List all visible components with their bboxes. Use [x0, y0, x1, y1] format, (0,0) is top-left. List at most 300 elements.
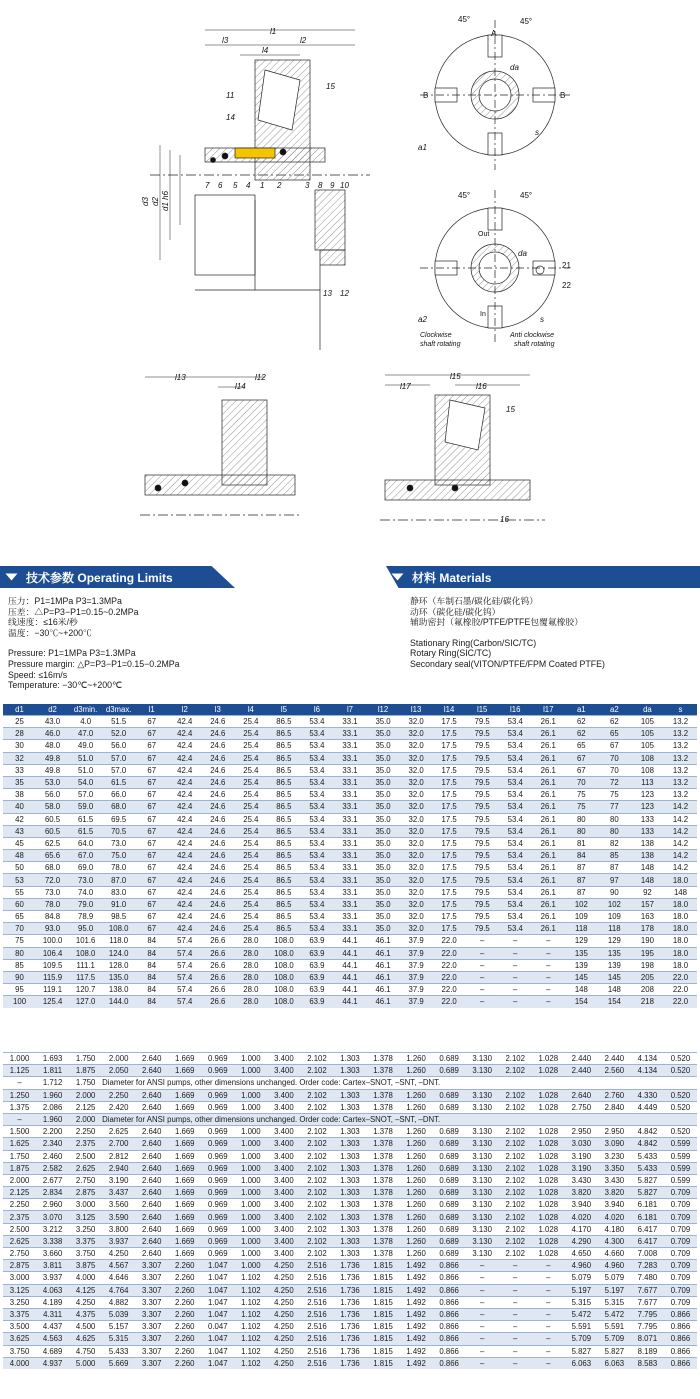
table-cell: 42.4	[168, 898, 201, 910]
table-cell: 1.875	[3, 1162, 36, 1174]
table-cell: 163	[631, 911, 664, 923]
table-cell: 1.815	[367, 1357, 400, 1369]
table-cell: 1.669	[168, 1187, 201, 1199]
table-cell: 138	[631, 837, 664, 849]
table-cell: 4.250	[267, 1284, 300, 1296]
spec-line: Speed: ≤16m/s	[8, 669, 68, 680]
table-cell: 38	[3, 789, 36, 801]
table-cell: –	[466, 971, 499, 983]
table-cell: 3.307	[135, 1260, 168, 1272]
table-cell: 25.4	[234, 776, 267, 788]
table-cell: 50	[3, 862, 36, 874]
table-cell: 1.815	[367, 1333, 400, 1345]
table-cell: 1.028	[532, 1138, 565, 1150]
table-cell: 7.795	[631, 1321, 664, 1333]
table-cell: 7.480	[631, 1272, 664, 1284]
table-cell: 6.181	[631, 1199, 664, 1211]
table-cell: 1.378	[367, 1235, 400, 1247]
table-cell: 2.516	[300, 1345, 333, 1357]
table-cell: 2.102	[499, 1162, 532, 1174]
table-cell: 1.669	[168, 1248, 201, 1260]
table-cell: 2.500	[3, 1223, 36, 1235]
table-cell: 2.875	[3, 1260, 36, 1272]
table-cell: 22.0	[433, 935, 466, 947]
table-cell: 125.4	[36, 996, 69, 1008]
table-cell: 2.516	[300, 1333, 333, 1345]
table-cell: –	[499, 1321, 532, 1333]
svg-text:l1: l1	[270, 27, 277, 36]
table-cell: 1.736	[333, 1321, 366, 1333]
table-cell: 2.260	[168, 1308, 201, 1320]
table-cell: 148	[631, 874, 664, 886]
table-cell: 5.827	[565, 1345, 598, 1357]
spec-line: 压力：P1=1MPa P3=1.3MPa	[8, 596, 122, 606]
table-cell: 3.125	[3, 1284, 36, 1296]
table-row	[3, 1126, 697, 1138]
table-cell: 67	[135, 752, 168, 764]
table-cell: –	[532, 1260, 565, 1272]
table-cell: 44.1	[333, 996, 366, 1008]
table-cell: 66.0	[102, 789, 135, 801]
table-cell: 1.047	[201, 1333, 234, 1345]
table-cell: 42.4	[168, 764, 201, 776]
table-cell: 44.1	[333, 959, 366, 971]
table-cell: 3.125	[69, 1211, 102, 1223]
table-cell: 57.4	[168, 947, 201, 959]
svg-text:l2: l2	[300, 36, 307, 45]
table-cell: 123	[631, 801, 664, 813]
table-cell: 25.4	[234, 716, 267, 728]
table-cell: 0.709	[664, 1284, 697, 1296]
table-row	[3, 862, 697, 874]
table-cell: 4.625	[69, 1333, 102, 1345]
svg-text:12: 12	[340, 289, 349, 298]
table-cell: –	[532, 947, 565, 959]
table-row	[3, 1187, 697, 1199]
table-cell: 35.0	[367, 874, 400, 886]
table-cell: 3.130	[466, 1211, 499, 1223]
table-cell: 3.875	[69, 1260, 102, 1272]
table-cell: 4.330	[631, 1089, 664, 1101]
table-cell: 75	[598, 789, 631, 801]
table-cell: 120.7	[69, 984, 102, 996]
svg-text:11: 11	[226, 91, 235, 100]
table-cell: 72.0	[36, 874, 69, 886]
table-cell: 53.4	[300, 850, 333, 862]
table-cell: 2.102	[499, 1089, 532, 1101]
table-cell: 2.102	[499, 1138, 532, 1150]
table-cell: 1.492	[400, 1333, 433, 1345]
table-cell: 3.400	[267, 1248, 300, 1260]
table-cell: 1.669	[168, 1053, 201, 1065]
table-cell: 148	[565, 984, 598, 996]
table-cell: 3.937	[36, 1272, 69, 1284]
table-cell: 4.020	[565, 1211, 598, 1223]
table-cell: 2.102	[300, 1150, 333, 1162]
table-cell: 48	[3, 850, 36, 862]
table-cell: 2.640	[135, 1089, 168, 1101]
table-cell: 3.212	[36, 1223, 69, 1235]
table-cell: 45	[3, 837, 36, 849]
table-cell: 102	[565, 898, 598, 910]
table-cell: 63.9	[300, 959, 333, 971]
table-cell: –	[532, 996, 565, 1008]
table-cell: 0.520	[664, 1065, 697, 1077]
table-cell: 17.5	[433, 911, 466, 923]
table-cell: 1.712	[36, 1077, 69, 1089]
table-cell: 2.940	[102, 1162, 135, 1174]
table-cell: –	[499, 1333, 532, 1345]
table-cell: 102	[598, 898, 631, 910]
table-row	[3, 1308, 697, 1320]
table-cell: 0.599	[664, 1138, 697, 1150]
table-cell: 1.811	[36, 1065, 69, 1077]
table-cell: 4.063	[36, 1284, 69, 1296]
table-cell: 0.866	[664, 1333, 697, 1345]
table-cell: 5.315	[102, 1333, 135, 1345]
table-cell: 57.0	[69, 789, 102, 801]
table-cell: 0.866	[433, 1357, 466, 1369]
table-cell: 0.599	[664, 1162, 697, 1174]
table-cell: 2.102	[300, 1211, 333, 1223]
table-cell: 3.400	[267, 1187, 300, 1199]
table-cell: 5.039	[102, 1308, 135, 1320]
table-cell: 2.102	[300, 1126, 333, 1138]
column-header: l3	[201, 704, 234, 716]
table-cell: 118	[598, 923, 631, 935]
table-cell: 24.6	[201, 813, 234, 825]
svg-text:9: 9	[330, 181, 335, 190]
table-cell: 2.000	[69, 1113, 102, 1125]
table-cell: 119.1	[36, 984, 69, 996]
svg-text:s: s	[535, 128, 539, 137]
table-cell: 1.669	[168, 1211, 201, 1223]
table-cell: 42.4	[168, 813, 201, 825]
table-cell: 42.4	[168, 740, 201, 752]
table-cell: 0.969	[201, 1053, 234, 1065]
svg-text:8: 8	[318, 181, 323, 190]
table-cell: 32.0	[400, 752, 433, 764]
table-cell: 86.5	[267, 898, 300, 910]
table-cell: 25	[3, 716, 36, 728]
table-cell: 32.0	[400, 837, 433, 849]
table-cell: 35.0	[367, 716, 400, 728]
table-cell: –	[499, 1296, 532, 1308]
table-cell: 4.250	[267, 1357, 300, 1369]
table-cell: 0.866	[433, 1345, 466, 1357]
table-cell: 18.0	[664, 947, 697, 959]
table-row	[3, 850, 697, 862]
table-cell: 2.375	[3, 1211, 36, 1223]
table-cell: 26.1	[532, 789, 565, 801]
table-cell: 28	[3, 728, 36, 740]
table-cell: 1.102	[234, 1284, 267, 1296]
table-cell: 26.1	[532, 716, 565, 728]
table-cell: 1.492	[400, 1357, 433, 1369]
table-cell: 4.563	[36, 1333, 69, 1345]
table-row	[3, 1138, 697, 1150]
table-cell: 60.5	[36, 825, 69, 837]
table-cell: 6.063	[598, 1357, 631, 1369]
table-cell: 0.866	[433, 1308, 466, 1320]
table-cell: 2.625	[3, 1235, 36, 1247]
table-cell: 2.640	[135, 1126, 168, 1138]
table-cell: 1.303	[333, 1162, 366, 1174]
table-cell: 3.500	[3, 1321, 36, 1333]
table-cell: 18.0	[664, 923, 697, 935]
table-cell: 86.5	[267, 886, 300, 898]
table-cell: 2.102	[499, 1126, 532, 1138]
table-cell: 42.4	[168, 789, 201, 801]
table-cell: 7.283	[631, 1260, 664, 1272]
table-cell: 44.1	[333, 984, 366, 996]
table-cell: 1.047	[201, 1284, 234, 1296]
svg-text:45°: 45°	[520, 191, 533, 200]
table-cell: 1.000	[234, 1162, 267, 1174]
table-cell: 2.700	[102, 1138, 135, 1150]
table-cell: 32.0	[400, 862, 433, 874]
table-cell: 3.190	[565, 1162, 598, 1174]
table-cell: 1.815	[367, 1321, 400, 1333]
table-cell: 3.811	[36, 1260, 69, 1272]
table-row	[3, 1089, 697, 1101]
table-cell: 67	[135, 776, 168, 788]
table-cell: 2.625	[69, 1162, 102, 1174]
table-cell: 67	[135, 923, 168, 935]
svg-text:In: In	[480, 311, 486, 318]
table-cell: 1.260	[400, 1126, 433, 1138]
table-cell: 53.4	[499, 728, 532, 740]
table-cell: 26.6	[201, 959, 234, 971]
table-cell: 79.5	[466, 923, 499, 935]
table-cell: 2.000	[3, 1174, 36, 1186]
table-cell: 1.750	[3, 1150, 36, 1162]
table-cell: 53.4	[300, 776, 333, 788]
table-cell: 32.0	[400, 886, 433, 898]
table-cell: 33.1	[333, 886, 366, 898]
table-cell: 3.090	[598, 1138, 631, 1150]
table-row	[3, 1162, 697, 1174]
table-cell: 109	[598, 911, 631, 923]
table-cell: 17.5	[433, 813, 466, 825]
table-cell: 178	[631, 923, 664, 935]
spec-line: 线速度：≤16米/秒	[8, 617, 78, 628]
table-cell: 4.300	[598, 1235, 631, 1247]
table-cell: 1.000	[234, 1174, 267, 1186]
table-cell: 0.520	[664, 1126, 697, 1138]
table-cell: 3.130	[466, 1089, 499, 1101]
svg-text:16: 16	[500, 515, 509, 524]
table-cell: 67	[135, 825, 168, 837]
table-cell: 57.0	[102, 752, 135, 764]
table-cell: 17.5	[433, 776, 466, 788]
table-cell: 3.375	[3, 1308, 36, 1320]
table-cell: 1.378	[367, 1065, 400, 1077]
table-cell: 26.6	[201, 947, 234, 959]
table-cell: 35.0	[367, 862, 400, 874]
table-cell: 2.750	[3, 1248, 36, 1260]
table-row	[3, 740, 697, 752]
table-cell: 4.125	[69, 1284, 102, 1296]
table-cell: 1.028	[532, 1162, 565, 1174]
table-cell: –	[499, 971, 532, 983]
table-cell: 3.307	[135, 1345, 168, 1357]
table-cell: 1.260	[400, 1053, 433, 1065]
table-cell: 5.472	[598, 1308, 631, 1320]
table-cell: 2.102	[300, 1235, 333, 1247]
table-cell: 53.4	[300, 813, 333, 825]
table-cell: 17.5	[433, 752, 466, 764]
table-cell: 26.6	[201, 984, 234, 996]
table-cell: 1.260	[400, 1065, 433, 1077]
table-cell: 1.260	[400, 1162, 433, 1174]
table-cell: 1.102	[234, 1333, 267, 1345]
table-cell: 35.0	[367, 825, 400, 837]
table-row	[3, 996, 697, 1008]
table-cell: 4.689	[36, 1345, 69, 1357]
table-cell: 4.960	[565, 1260, 598, 1272]
table-cell: 67	[135, 740, 168, 752]
table-cell: 2.200	[36, 1126, 69, 1138]
table-cell: 49.8	[36, 764, 69, 776]
table-cell: 56.0	[36, 789, 69, 801]
table-cell: 4.250	[267, 1260, 300, 1272]
table-cell: 70	[565, 776, 598, 788]
table-cell: 1.736	[333, 1333, 366, 1345]
table-cell: 32.0	[400, 776, 433, 788]
table-cell: 0.866	[664, 1321, 697, 1333]
table-row	[3, 935, 697, 947]
table-cell: 90	[598, 886, 631, 898]
table-cell: 1.000	[234, 1235, 267, 1247]
table-cell: 3.350	[598, 1162, 631, 1174]
spec-line: Temperature: −30℃~+200℃	[8, 680, 122, 691]
table-cell: 3.130	[466, 1223, 499, 1235]
table-cell: 92	[631, 886, 664, 898]
table-cell: 2.834	[36, 1187, 69, 1199]
table-cell: 47.0	[69, 728, 102, 740]
table-cell: 86.5	[267, 728, 300, 740]
table-cell: 25.4	[234, 898, 267, 910]
imperial-dimensions-table	[3, 1052, 697, 1369]
table-cell: 1.736	[333, 1308, 366, 1320]
table-cell: 24.6	[201, 752, 234, 764]
table-cell: 1.875	[69, 1065, 102, 1077]
table-cell: 1.669	[168, 1162, 201, 1174]
table-cell: 6.181	[631, 1211, 664, 1223]
table-cell: 8.189	[631, 1345, 664, 1357]
table-cell: 2.516	[300, 1260, 333, 1272]
table-cell: 46.1	[367, 971, 400, 983]
table-cell: 1.736	[333, 1272, 366, 1284]
table-cell: 80	[3, 947, 36, 959]
table-cell: 1.000	[234, 1053, 267, 1065]
table-cell: 0.599	[664, 1150, 697, 1162]
table-cell: 105	[631, 728, 664, 740]
table-cell: 2.516	[300, 1308, 333, 1320]
table-cell: 0.709	[664, 1260, 697, 1272]
table-cell: 1.378	[367, 1211, 400, 1223]
table-cell: 1.378	[367, 1223, 400, 1235]
table-row	[3, 923, 697, 935]
table-cell: 1.047	[201, 1357, 234, 1369]
table-cell: 24.6	[201, 801, 234, 813]
table-cell: 62	[565, 728, 598, 740]
table-cell: 25.4	[234, 764, 267, 776]
table-cell: 109.5	[36, 959, 69, 971]
table-cell: 1.303	[333, 1174, 366, 1186]
table-cell: 42.4	[168, 825, 201, 837]
table-cell: 1.736	[333, 1345, 366, 1357]
table-cell: 17.5	[433, 874, 466, 886]
table-cell: 35.0	[367, 776, 400, 788]
table-cell: 87	[598, 862, 631, 874]
table-cell: 32.0	[400, 825, 433, 837]
table-cell: 2.640	[135, 1235, 168, 1247]
table-cell: 2.640	[135, 1248, 168, 1260]
table-cell: 1.102	[234, 1321, 267, 1333]
table-cell: 0.969	[201, 1150, 234, 1162]
table-cell: 3.307	[135, 1296, 168, 1308]
table-cell: 117.5	[69, 971, 102, 983]
table-cell: 14.2	[664, 813, 697, 825]
section-view-3	[380, 375, 545, 520]
table-cell: 84	[135, 996, 168, 1008]
table-cell: 1.492	[400, 1308, 433, 1320]
table-cell: 124.0	[102, 947, 135, 959]
table-cell: –	[532, 1333, 565, 1345]
table-cell: 4.500	[69, 1321, 102, 1333]
table-cell: 4.250	[267, 1345, 300, 1357]
table-cell: 65	[598, 728, 631, 740]
table-cell: 57.4	[168, 996, 201, 1008]
table-cell: 4.660	[598, 1248, 631, 1260]
table-cell: 2.102	[499, 1199, 532, 1211]
table-cell: 0.689	[433, 1223, 466, 1235]
table-cell: –	[532, 1357, 565, 1369]
table-cell: 24.6	[201, 825, 234, 837]
table-cell: 32.0	[400, 789, 433, 801]
table-cell: 22.0	[664, 996, 697, 1008]
table-cell: 1.000	[234, 1211, 267, 1223]
table-cell: 3.130	[466, 1126, 499, 1138]
table-cell: 5.709	[598, 1333, 631, 1345]
table-cell: 22.0	[664, 971, 697, 983]
table-cell: 67	[565, 752, 598, 764]
table-cell: 5.472	[565, 1308, 598, 1320]
table-cell: 127.0	[69, 996, 102, 1008]
table-cell: 3.307	[135, 1308, 168, 1320]
table-cell: 79.5	[466, 911, 499, 923]
table-cell: 1.260	[400, 1187, 433, 1199]
table-cell: 26.1	[532, 801, 565, 813]
table-cell: 2.640	[135, 1223, 168, 1235]
table-cell: 43.0	[36, 716, 69, 728]
table-cell: –	[532, 1272, 565, 1284]
table-row	[3, 1065, 697, 1077]
table-cell: –	[499, 1272, 532, 1284]
table-cell: 3.400	[267, 1053, 300, 1065]
table-cell: 6.417	[631, 1223, 664, 1235]
table-cell: 67	[135, 898, 168, 910]
table-cell: 33.1	[333, 911, 366, 923]
table-cell: 33.1	[333, 716, 366, 728]
table-cell: 1.028	[532, 1150, 565, 1162]
column-header: l7	[333, 704, 366, 716]
table-cell: 1.303	[333, 1089, 366, 1101]
table-cell: 85	[598, 850, 631, 862]
table-cell: 57.4	[168, 935, 201, 947]
